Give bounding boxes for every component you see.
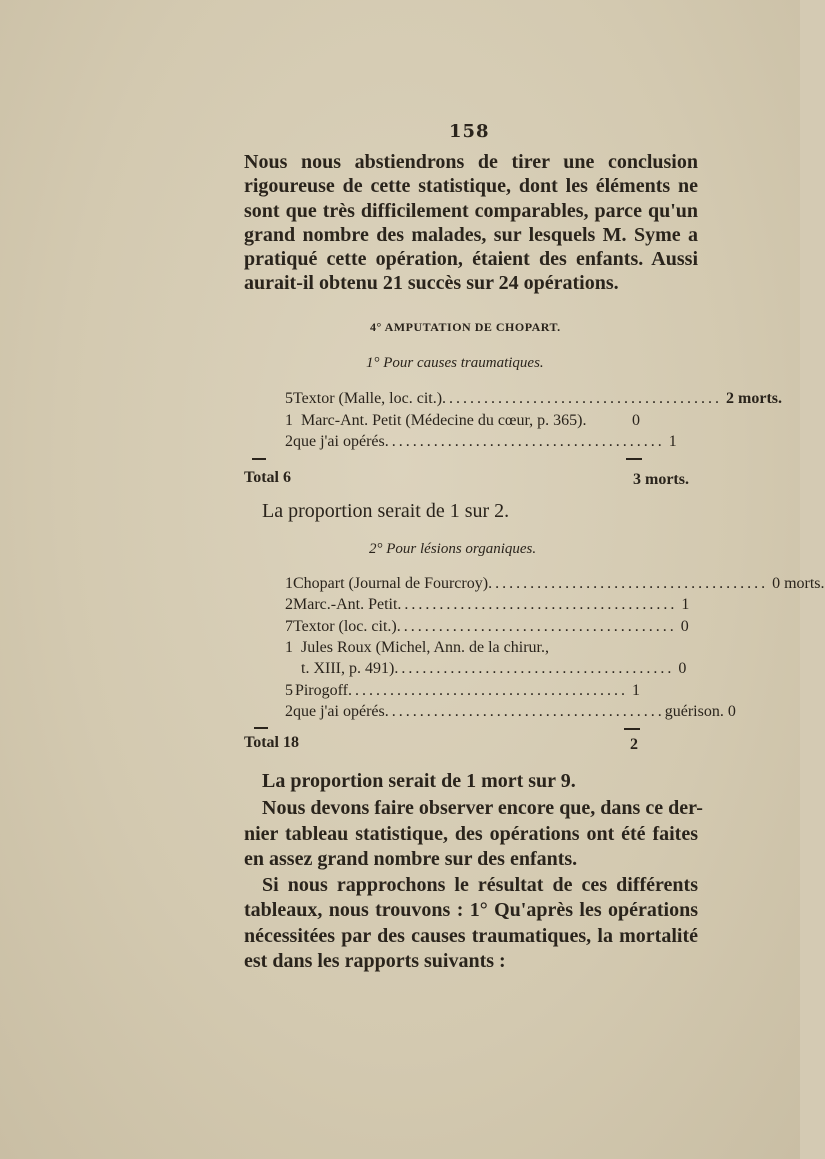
table-row (285, 618, 689, 638)
total-value: 3 morts. (633, 471, 689, 488)
leader-dots: ........................................ (396, 618, 677, 635)
table-row (285, 390, 783, 410)
sum-dash (626, 458, 642, 460)
table-row (285, 596, 690, 616)
row-value: 1 (668, 433, 677, 450)
sum-dash (252, 458, 266, 460)
total-value: 2 (630, 736, 638, 753)
closing-line: tableaux, nous trouvons : 1° Qu'après les opérations (244, 899, 698, 921)
row-value: 0 (678, 660, 687, 677)
closing-line: Nous devons faire observer encore que, dans ce der- (262, 797, 703, 819)
closing-line: Si nous rapprochons le résultat de ces différents (262, 873, 698, 896)
row-count: 7 (285, 618, 293, 635)
leader-dots: ........................................ (394, 660, 675, 677)
row-count: 5 (285, 682, 293, 699)
row-label: Textor (loc. cit.) (293, 618, 397, 635)
leader-dots: ........................................ (442, 390, 723, 407)
row-value: 2 morts. (726, 390, 783, 407)
intro-paragraph (244, 150, 698, 296)
row-label: Chopart (Journal de Fourcroy) (293, 575, 489, 592)
table-row (285, 639, 640, 659)
row-label: Pirogoff (294, 682, 348, 699)
closing-line: en assez grand nombre sur des enfants. (244, 848, 578, 870)
table-row (285, 682, 640, 702)
organic-heading: 2° Pour lésions organiques. (369, 541, 537, 557)
closing-line: nier tableau statistique, des opérations ont été faites (244, 822, 698, 845)
table-row (301, 660, 687, 680)
row-label: Marc.-Ant. Petit (293, 596, 398, 613)
row-value: 0 (680, 618, 689, 635)
leader-dots: ........................................ (397, 596, 678, 613)
leader-dots: ........................................ (384, 433, 665, 450)
row-value: 1 (632, 682, 640, 699)
row-label: t. XIII, p. 491) (301, 660, 395, 677)
proportion-text: La proportion serait de 1 sur 2. (262, 500, 510, 522)
row-label: que j'ai opérés (293, 703, 385, 720)
traumatic-heading: 1° Pour causes traumatiques. (366, 355, 544, 371)
row-label: Marc-Ant. Petit (Médecine du cœur, p. 365). (301, 412, 587, 429)
table-row (285, 433, 677, 453)
section-title: 4° AMPUTATION DE CHOPART. (370, 320, 561, 334)
row-value: 1 (681, 596, 690, 613)
row-label: Jules Roux (Michel, Ann. de la chirur., (301, 639, 549, 656)
table-row (285, 703, 736, 723)
row-outcome: guérison. (664, 703, 724, 720)
row-value: 0 morts. (772, 575, 825, 592)
leader-dots: ........................................ (348, 682, 628, 699)
intro-line: aurait-il obtenu 21 succès sur 24 opérations. (244, 272, 619, 295)
proportion-text: La proportion serait de 1 mort sur 9. (262, 770, 576, 792)
intro-line: grand nombre des malades, sur lesquels M. Syme a (244, 223, 698, 246)
sum-dash (624, 728, 640, 730)
row-count: 1 (285, 412, 293, 429)
leader-dots: ........................................ (488, 575, 769, 592)
table-row (285, 575, 825, 595)
row-value: 0 (727, 703, 736, 720)
row-count: 1 (285, 575, 293, 592)
intro-line: rigoureuse de cette statistique, dont les éléments ne (244, 175, 698, 198)
row-count: 2 (285, 703, 293, 720)
row-count: 1 (285, 639, 293, 656)
leader-dots: ........................................ (384, 703, 665, 720)
closing-paragraphs (244, 796, 703, 975)
row-count: 2 (285, 596, 293, 613)
intro-line: pratiqué cette opération, étaient des enfants. Aussi (244, 248, 698, 271)
row-count: 5 (285, 390, 293, 407)
intro-line: Nous nous abstiendrons de tirer une conclusion (244, 151, 698, 173)
page-number: 158 (449, 121, 490, 142)
intro-line: sont que très difficilement comparables, parce qu'un (244, 199, 698, 222)
sum-dash (254, 727, 268, 729)
table-row (285, 412, 640, 432)
closing-line: nécessitées par des causes traumatiques, la mortalité (244, 924, 698, 947)
total-label: Total 6 (244, 469, 291, 486)
closing-line: est dans les rapports suivants : (244, 950, 506, 972)
row-label: Textor (Malle, loc. cit.) (293, 390, 443, 407)
row-count: 2 (285, 433, 293, 450)
total-label: Total 18 (244, 734, 299, 751)
row-label: que j'ai opérés (293, 433, 385, 450)
row-value: 0 (632, 412, 640, 429)
